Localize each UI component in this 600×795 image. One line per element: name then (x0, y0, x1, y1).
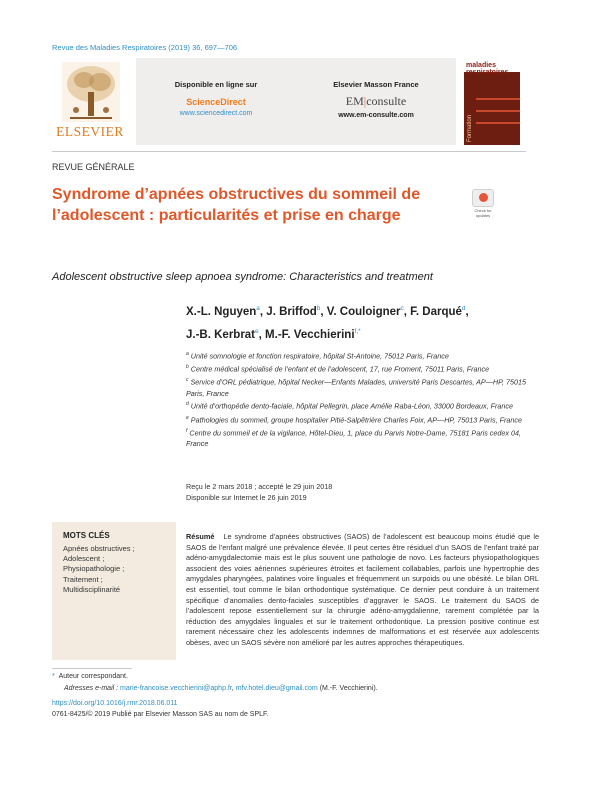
author: M.-F. Vecchierini$^{f,*}$ (265, 327, 361, 341)
author-affiliation-mark[interactable]: d (461, 305, 466, 312)
author-affiliation-mark[interactable]: c (400, 305, 404, 312)
crossmark-icon (472, 189, 494, 207)
email-link[interactable]: mfv.hotel.dieu@gmail.com (235, 684, 318, 692)
cover-stripe (476, 98, 520, 100)
header-divider (52, 151, 526, 152)
author: J.-B. Kerbrat$^e$, (186, 327, 266, 341)
abstract (186, 532, 539, 649)
author: J. Briffod$^b$, (266, 305, 327, 318)
masthead (52, 58, 520, 145)
cover-stripe (476, 122, 520, 124)
journal-reference: Revue des Maladies Respiratoires (2019) 36, 697—706 (52, 43, 238, 52)
footnote-star: * (52, 673, 55, 680)
emconsulte-link[interactable]: www.em-consulte.com (338, 112, 414, 119)
email-link[interactable]: marie-francoise.vecchierini@aphp.fr (120, 684, 232, 692)
affiliation: $^c$ Service d’ORL pédiatrique, hôpital Necker—Enfants Malades, université Paris Descartes, AP—HP, 75015 Paris, France (186, 377, 526, 398)
keyword: Adolescent ; (63, 554, 105, 564)
emconsulte-logo-em: EM (345, 94, 364, 108)
journal-cover-thumbnail (464, 58, 520, 145)
cover-side-label: Formation (467, 114, 473, 142)
affiliation: $^b$ Centre médical spécialisé de l’enfant et de l’adolescent, 17, rue Froment, 75011 Paris, France (186, 364, 490, 374)
doi-link[interactable]: https://doi.org/10.1016/j.rmr.2018.06.011 (52, 700, 178, 707)
keyword: Physiopathologie ; (63, 564, 125, 574)
affiliation: $^f$ Centre du sommeil et de la vigilance, Hôtel-Dieu, 1, place du Parvis Notre-Dame, 75181 Paris cedex 04, France (186, 427, 521, 448)
author-affiliation-mark[interactable]: b (316, 305, 321, 312)
english-title: Adolescent obstructive sleep apnoea syndrome: Characteristics and treatment (52, 271, 433, 283)
corresponding-author-note: * Auteur correspondant. (52, 673, 128, 680)
keyword: Apnées obstructives ; (63, 544, 135, 553)
affiliation: $^a$ Unité somnologie et fonction respiratoire, hôpital St-Antoine, 75012 Paris, France (186, 351, 449, 361)
online-date: Disponible sur Internet le 26 juin 2019 (186, 492, 307, 502)
crossmark-label: Check for updates (474, 208, 492, 218)
keywords-heading: MOTS CLÉS (63, 531, 110, 540)
elsevier-logo (52, 58, 128, 145)
affiliation-list (186, 349, 536, 450)
article-dates (186, 482, 536, 503)
emconsulte-logo-consulte: consulte (366, 94, 407, 108)
footnotes (52, 671, 532, 694)
author-list (186, 299, 546, 345)
cover-stripe (476, 110, 520, 112)
sciencedirect-block (136, 80, 296, 117)
keyword: Multidisciplinarité (63, 584, 121, 594)
elsevier-tree-icon (62, 62, 120, 122)
author: X.-L. Nguyen$^a$, (186, 305, 267, 318)
copyright-notice: 0761-8425/© 2019 Publié par Elsevier Masson SAS au nom de SPLF. (52, 711, 269, 718)
emconsulte-logo (296, 94, 456, 109)
sciencedirect-heading: Disponible en ligne sur (174, 80, 258, 89)
emconsulte-block (296, 80, 456, 119)
author-affiliation-mark[interactable]: a (256, 305, 260, 312)
footnote-divider (52, 668, 132, 669)
article-title: Syndrome d’apnées obstructives du sommeil de l’adolescent : particularités et prise en charge (52, 186, 421, 224)
abstract-text: Le syndrome d’apnées obstructives (SAOS) de l’adolescent est beaucoup moins étudié que le SAOS de l’enfant malgré une prévalence élevée. Il peut certes être résiduel d’un SAOS de l’enfant traité par adéno-amygdalectomie mais est le plus souvent une pathologie de novo. Les facteurs physiopathologiques associent des voies aériennes supérieures étroites et facilement collabables, parfois une hypertrophie des amygdales pharyngées, palatines voire linguales et fréquemment un surpoids ou une obésité. Le bilan ORL est essentiel, tout comme le bilan orthodontique systématique. Ce dernier peut conduire à un traitement spécifique d’anomalies dento-faciales susceptibles d’aggraver le SAOS. Le traitement du SAOS de l’adolescent repose essentiellement sur la chirurgie adéno-amygdalienne, rarement complétée par la réduction des amygdales linguales et sur le traitement orthodontique. La pression positive continue est rarement nécessaire chez les adolescents indemnes de malformations et est réservée aux adolescents obèses, avec un SAOS sévère non amélioré par les autres approches thérapeutiques. (186, 532, 539, 647)
received-accepted-date: Reçu le 2 mars 2018 ; accepté le 29 juin 2018 (186, 482, 333, 491)
emconsulte-heading: Elsevier Masson France (333, 80, 419, 89)
sciencedirect-link[interactable]: www.sciencedirect.com (179, 110, 253, 117)
keywords-box (52, 522, 176, 660)
author: V. Couloigner$^c$, (326, 305, 411, 318)
author: F. Darqué$^d$, (410, 305, 469, 318)
elsevier-wordmark: ELSEVIER (56, 124, 124, 139)
abstract-label: Résumé (186, 532, 215, 541)
affiliation: $^d$ Unité d’orthopédie dento-faciale, hôpital Pellegrin, place Amélie Raba-Léon, 33000 Bordeaux, France (186, 401, 513, 411)
crossmark-badge[interactable] (472, 189, 494, 219)
emconsulte-logo-bar: | (363, 94, 367, 108)
sciencedirect-logo: ScienceDirect (186, 97, 246, 107)
author-affiliation-mark[interactable]: f,* (354, 327, 361, 335)
email-addresses: Adresses e-mail : marie-francoise.vecchierini@aphp.fr, mfv.hotel.dieu@gmail.com (M.-F. Vecchierini). (64, 684, 378, 692)
section-label: REVUE GÉNÉRALE (52, 162, 135, 172)
availability-box (136, 58, 456, 145)
affiliation: $^e$ Pathologies du sommeil, groupe hospitalier Pitié-Salpêtrière Charles Foix, AP—HP, 75013 Paris, France (186, 414, 522, 424)
keyword: Traitement ; (63, 574, 103, 584)
cover-title: maladies respiratoires (466, 62, 509, 76)
author-affiliation-mark[interactable]: e (255, 327, 259, 335)
